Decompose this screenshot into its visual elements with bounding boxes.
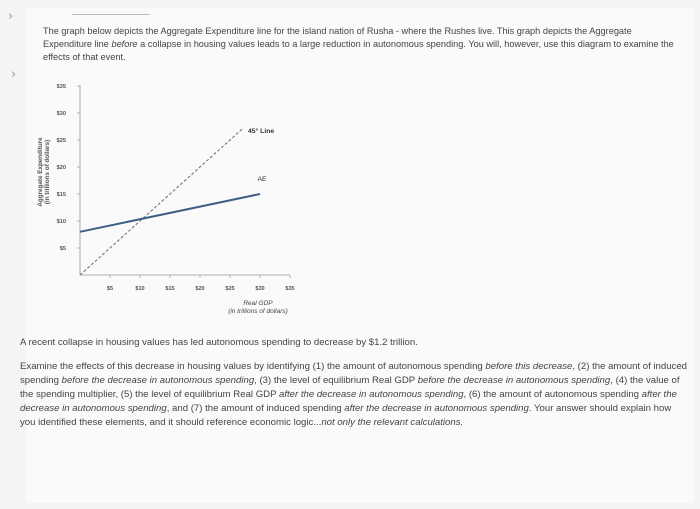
question-emphasis: before this decrease xyxy=(485,361,573,372)
question-emphasis: after the decrease in autonomous spending xyxy=(278,389,464,400)
question-emphasis: not only the relevant calculations. xyxy=(321,417,464,428)
y-tick-label: $25 xyxy=(56,138,66,144)
intro-part: a collapse in housing values leads to a large reduction in autonomous spending. You will, however, use this diagram to examine the effects of that event. xyxy=(43,39,674,62)
question-part: , (4) the value of the spending multiplier, (5) the level of equilibrium Real GDP xyxy=(20,375,680,400)
x-tick-label: $5 xyxy=(106,286,114,292)
y-tick-label: $5 xyxy=(59,246,66,252)
y-tick-label: $35 xyxy=(56,84,66,90)
x-axis-label-line1: Real GDP xyxy=(243,300,273,307)
question-emphasis: after the decrease in autonomous spending xyxy=(20,389,677,414)
y-tick-label: $20 xyxy=(56,165,66,171)
question-emphasis: before the decrease in autonomous spending xyxy=(61,375,255,386)
question-part: , (2) the amount of induced spending xyxy=(20,361,688,386)
y-axis-label-line2: (in trillions of dollars) xyxy=(44,139,51,205)
question-text xyxy=(20,336,688,430)
intro-text xyxy=(43,25,683,64)
x-tick-label: $15 xyxy=(165,286,175,292)
label-ae: AE xyxy=(257,176,267,183)
x-tick-label: $30 xyxy=(255,286,265,292)
question-line1: A recent collapse in housing values has led autonomous spending to decrease by $1.2 trillion. xyxy=(20,337,418,348)
question-part: , (6) the amount of autonomous spending xyxy=(463,389,642,400)
question-part: Examine the effects of this decrease in housing values by identifying (1) the amount of autonomous spending xyxy=(20,361,486,372)
question-emphasis: after the decrease in autonomous spending xyxy=(344,403,529,414)
y-axis-label-line1: Aggregate Expenditure xyxy=(37,137,44,207)
chevron-right-icon[interactable]: › xyxy=(11,67,17,82)
question-part: , (3) the level of equilibrium Real GDP xyxy=(254,375,418,386)
intro-part: The graph below depicts the Aggregate Expenditure line for the island nation of Rusha - where the Rushes live. This graph depicts the Aggregate Expenditure line xyxy=(43,26,632,49)
line-ae xyxy=(80,194,260,232)
intro-emphasis: before xyxy=(111,39,138,49)
x-tick-label: $20 xyxy=(195,286,205,292)
label-45-line: 45° Line xyxy=(248,128,275,136)
ae-chart xyxy=(30,80,310,320)
x-axis-label-line2: (in trillions of dollars) xyxy=(228,308,288,315)
y-tick-label: $15 xyxy=(56,192,66,198)
question-instructions xyxy=(20,360,688,430)
y-tick-label: $10 xyxy=(56,219,66,225)
chevron-right-icon[interactable]: › xyxy=(8,9,14,24)
question-part: . Your answer should explain how you identified these elements, and it should reference economic logic... xyxy=(20,403,672,428)
x-tick-label: $25 xyxy=(225,286,235,292)
divider xyxy=(72,14,150,15)
question-part: , and (7) the amount of induced spending xyxy=(166,403,345,414)
y-tick-label: $30 xyxy=(56,111,66,117)
x-tick-label: $35 xyxy=(285,286,295,292)
x-tick-label: $10 xyxy=(135,286,145,292)
question-emphasis: before the decrease in autonomous spending xyxy=(417,375,611,386)
